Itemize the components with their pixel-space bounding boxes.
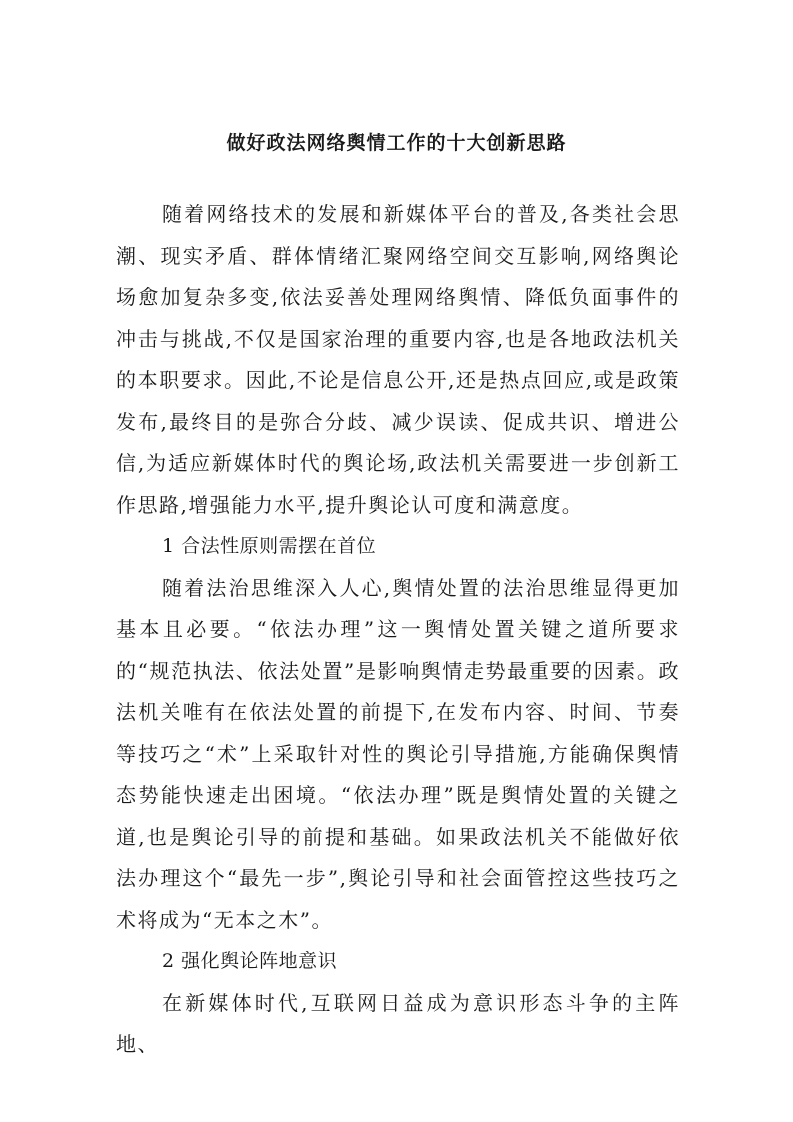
paragraph-section-1: 随着法治思维深入人心,舆情处置的法治思维显得更加基本且必要。“依法办理”这一舆情处置关键之道所要求的“规范执法、依法处置”是影响舆情走势最重要的因素。政法机关唯有在依法处置的前提下,在发布内容、时间、节奏等技巧之“术”上采取针对性的舆论引导措施,方能确保舆情态势能快速走出困境。“依法办理”既是舆情处置的关键之道,也是舆论引导的前提和基础。如果政法机关不能做好依法办理这个“最先一步”,舆论引导和社会面管控这些技巧之术将成为“无本之木”。 — [116, 575, 680, 932]
paragraph-section-2: 在新媒体时代,互联网日益成为意识形态斗争的主阵地、 — [116, 990, 680, 1056]
section-heading-2: 2 强化舆论阵地意识 — [162, 950, 338, 972]
document-title: 做好政法网络舆情工作的十大创新思路 — [226, 132, 567, 154]
paragraph-intro: 随着网络技术的发展和新媒体平台的普及,各类社会思潮、现实矛盾、群体情绪汇聚网络空间交互影响,网络舆论场愈加复杂多变,依法妥善处理网络舆情、降低负面事件的冲击与挑战,不仅是国家治理的重要内容,也是各地政法机关的本职要求。因此,不论是信息公开,还是热点回应,或是政策发布,最终目的是弥合分歧、减少误读、促成共识、增进公信,为适应新媒体时代的舆论场,政法机关需要进一步创新工作思路,增强能力水平,提升舆论认可度和满意度。 — [116, 202, 680, 517]
section-heading-1: 1 合法性原则需摆在首位 — [162, 535, 377, 557]
document-body — [116, 194, 680, 1066]
